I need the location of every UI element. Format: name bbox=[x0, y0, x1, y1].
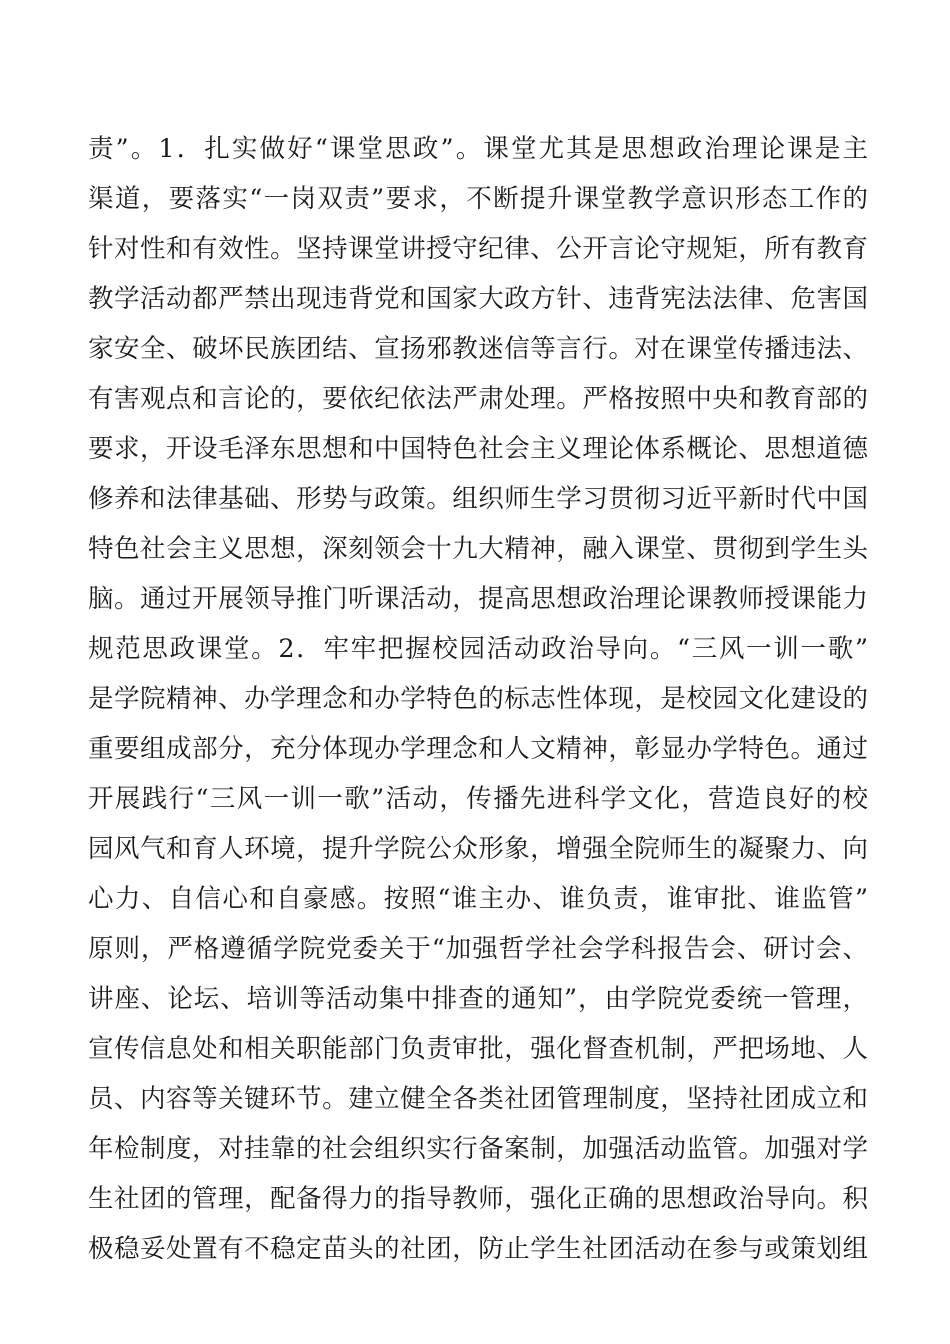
text-line: 有害观点和言论的，要依纪依法严肃处理。严格按照中央和教育部的 bbox=[88, 384, 868, 414]
body-paragraph bbox=[88, 124, 868, 1274]
text-line: 园风气和育人环境，提升学院公众形象，增强全院师生的凝聚力、向 bbox=[88, 834, 868, 864]
text-line: 年检制度，对挂靠的社会组织实行备案制，加强活动监管。加强对学 bbox=[88, 1134, 868, 1164]
text-line: 重要组成部分，充分体现办学理念和人文精神，彰显办学特色。通过 bbox=[88, 734, 868, 764]
text-line: 渠道，要落实“一岗双责”要求，不断提升课堂教学意识形态工作的 bbox=[88, 184, 868, 214]
text-line: 特色社会主义思想，深刻领会十九大精神，融入课堂、贯彻到学生头 bbox=[88, 534, 868, 564]
text-line: 极稳妥处置有不稳定苗头的社团，防止学生社团活动在参与或策划组 bbox=[88, 1234, 868, 1264]
text-line: 规范思政课堂。2．牢牢把握校园活动政治导向。“三风一训一歌” bbox=[88, 634, 868, 664]
text-line: 修养和法律基础、形势与政策。组织师生学习贯彻习近平新时代中国 bbox=[88, 484, 868, 514]
text-line: 家安全、破坏民族团结、宣扬邪教迷信等言行。对在课堂传播违法、 bbox=[88, 334, 868, 364]
text-line: 心力、自信心和自豪感。按照“谁主办、谁负责，谁审批、谁监管” bbox=[88, 884, 868, 914]
text-line: 宣传信息处和相关职能部门负责审批，强化督查机制，严把场地、人 bbox=[88, 1034, 868, 1064]
text-line: 是学院精神、办学理念和办学特色的标志性体现，是校园文化建设的 bbox=[88, 684, 868, 714]
text-line: 开展践行“三风一训一歌”活动，传播先进科学文化，营造良好的校 bbox=[88, 784, 868, 814]
text-line: 原则，严格遵循学院党委关于“加强哲学社会学科报告会、研讨会、 bbox=[88, 934, 868, 964]
text-line: 员、内容等关键环节。建立健全各类社团管理制度，坚持社团成立和 bbox=[88, 1084, 868, 1114]
text-line: 责”。1．扎实做好“课堂思政”。课堂尤其是思想政治理论课是主 bbox=[88, 134, 868, 164]
text-line: 要求，开设毛泽东思想和中国特色社会主义理论体系概论、思想道德 bbox=[88, 434, 868, 464]
text-line: 教学活动都严禁出现违背党和国家大政方针、违背宪法法律、危害国 bbox=[88, 284, 868, 314]
text-line: 脑。通过开展领导推门听课活动，提高思想政治理论课教师授课能力 bbox=[88, 584, 868, 614]
text-line: 讲座、论坛、培训等活动集中排查的通知”，由学院党委统一管理， bbox=[88, 984, 868, 1014]
text-line: 针对性和有效性。坚持课堂讲授守纪律、公开言论守规矩，所有教育 bbox=[88, 234, 868, 264]
text-line: 生社团的管理，配备得力的指导教师，强化正确的思想政治导向。积 bbox=[88, 1184, 868, 1214]
